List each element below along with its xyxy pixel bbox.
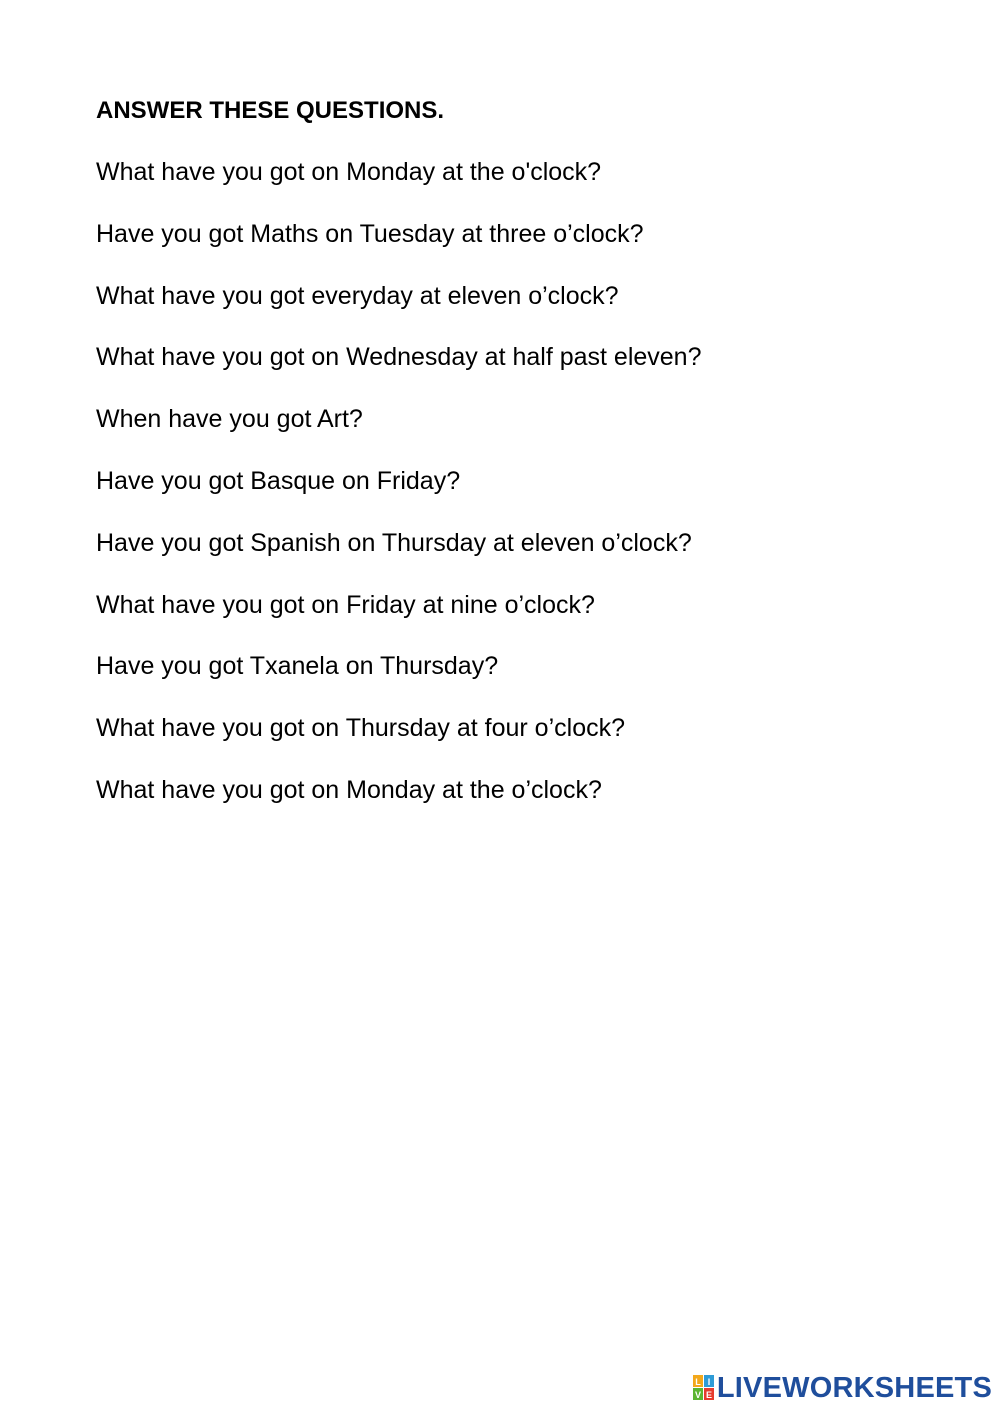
question-list — [96, 157, 702, 837]
question-item: Have you got Txanela on Thursday? — [96, 652, 499, 681]
question-item: What have you got on Thursday at four o’clock? — [96, 714, 626, 743]
question-item: What have you got on Monday at the o'clock? — [96, 158, 602, 186]
question-item: Have you got Basque on Friday? — [96, 466, 461, 495]
question-item: When have you got Art? — [96, 405, 363, 434]
svg-text:E: E — [705, 1390, 712, 1400]
question-item: Have you got Maths on Tuesday at three o’clock? — [96, 219, 644, 248]
svg-text:V: V — [694, 1390, 701, 1400]
question-item: Have you got Spanish on Thursday at eleven o’clock? — [96, 528, 692, 557]
svg-text:I: I — [707, 1377, 711, 1387]
svg-text:L: L — [695, 1377, 701, 1387]
brand-name: LIVEWORKSHEETS — [716, 1372, 992, 1404]
question-item: What have you got everyday at eleven o’clock? — [96, 281, 619, 310]
question-item: What have you got on Friday at nine o’clock? — [96, 590, 595, 619]
liveworksheets-logo-icon — [693, 1375, 715, 1401]
worksheet-title: ANSWER THESE QUESTIONS. — [96, 97, 445, 124]
question-item: What have you got on Monday at the o’clock? — [96, 775, 602, 804]
question-item: What have you got on Wednesday at half past eleven? — [96, 343, 702, 372]
liveworksheets-brand — [693, 1371, 992, 1405]
